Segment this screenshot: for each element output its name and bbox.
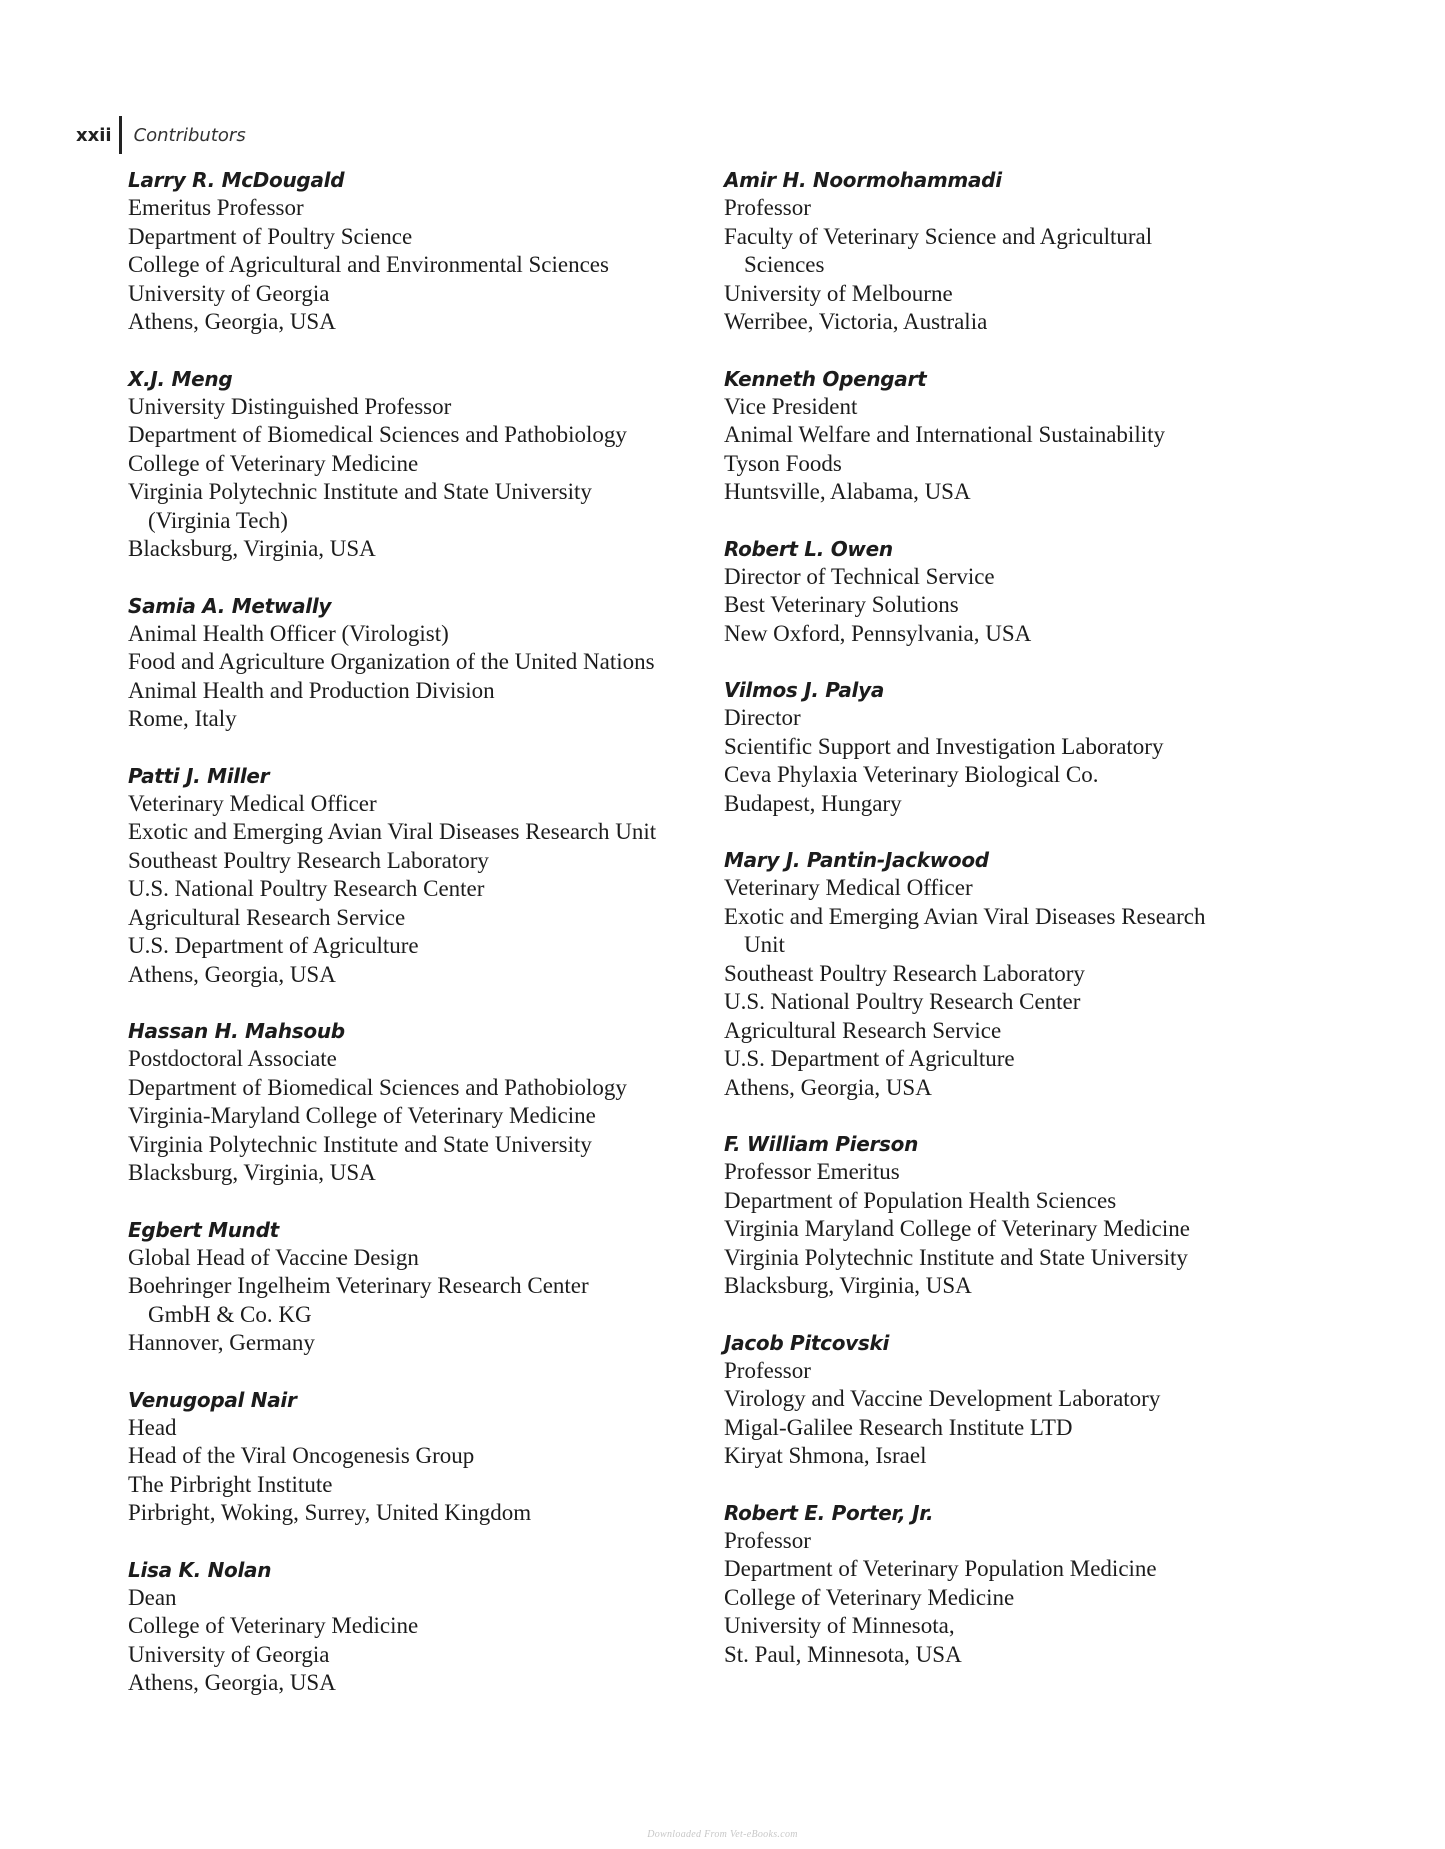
affiliation-line: GmbH & Co. KG xyxy=(148,1301,312,1327)
contributor-name: Hassan H. Mahsoub xyxy=(128,1019,345,1043)
contributor-name: Vilmos J. Palya xyxy=(724,678,885,702)
affiliation-line: Director xyxy=(724,705,801,730)
contributor-name: Egbert Mundt xyxy=(128,1217,279,1242)
running-title: Contributors xyxy=(133,124,246,146)
download-watermark: Downloaded From Vet-eBooks.com xyxy=(647,1829,798,1840)
contributor-name: Mary J. Pantin-Jackwood xyxy=(724,848,989,872)
affiliation-line: Emeritus Professor xyxy=(128,195,304,220)
contributor-name: Patti J. Miller xyxy=(128,763,270,788)
affiliation-line: Virginia Polytechnic Institute and State University xyxy=(128,1131,592,1157)
affiliation-line: Virginia Polytechnic Institute and State University xyxy=(724,1244,1188,1270)
affiliation-line: Pirbright, Woking, Surrey, United Kingdom xyxy=(128,1500,532,1525)
affiliation-line: St. Paul, Minnesota, USA xyxy=(724,1641,962,1667)
affiliation-line: College of Agricultural and Environmental Sciences xyxy=(128,252,609,277)
affiliation-line: Huntsville, Alabama, USA xyxy=(724,479,971,504)
affiliation-line: Ceva Phylaxia Veterinary Biological Co. xyxy=(724,762,1099,787)
affiliation-line: University Distinguished Professor xyxy=(128,393,452,419)
contributor-entry xyxy=(128,762,718,990)
affiliation-line: Veterinary Medical Officer xyxy=(724,875,973,900)
affiliation-line: Best Veterinary Solutions xyxy=(724,592,959,617)
affiliation-line: Department of Biomedical Sciences and Pathobiology xyxy=(128,1074,627,1100)
affiliation-line: Virology and Vaccine Development Laboratory xyxy=(724,1386,1161,1411)
contributor-name: Samia A. Metwally xyxy=(128,593,332,618)
affiliation-line: Head xyxy=(128,1414,177,1440)
affiliation-line: Professor xyxy=(724,195,811,220)
contributor-entry xyxy=(128,365,718,564)
affiliation-line: Global Head of Vaccine Design xyxy=(128,1244,419,1270)
contributor-entry xyxy=(724,676,1364,818)
affiliation-line: Athens, Georgia, USA xyxy=(724,1074,932,1100)
affiliation-line: Unit xyxy=(744,932,785,957)
affiliation-line: Boehringer Ingelheim Veterinary Research Center xyxy=(128,1273,589,1298)
affiliation-line: Budapest, Hungary xyxy=(724,790,902,816)
affiliation-line: Professor Emeritus xyxy=(724,1159,900,1184)
contributor-name: Venugopal Nair xyxy=(128,1387,297,1412)
affiliation-line: University of Georgia xyxy=(128,1641,330,1667)
affiliation-line: Food and Agriculture Organization of the United Nations xyxy=(128,649,655,674)
contributor-entry xyxy=(724,365,1364,507)
affiliation-line: Professor xyxy=(724,1527,811,1553)
contributor-entry xyxy=(128,1017,718,1188)
affiliation-line: The Pirbright Institute xyxy=(128,1471,333,1497)
affiliation-line: Exotic and Emerging Avian Viral Diseases Research Unit xyxy=(128,819,657,844)
affiliation-line: (Virginia Tech) xyxy=(148,507,288,533)
affiliation-line: Migal-Galilee Research Institute LTD xyxy=(724,1414,1073,1440)
affiliation-line: Southeast Poultry Research Laboratory xyxy=(128,847,489,873)
affiliation-line: Animal Health and Production Division xyxy=(128,677,495,703)
affiliation-line: Postdoctoral Associate xyxy=(128,1046,337,1071)
affiliation-line: Vice President xyxy=(724,393,858,419)
affiliation-line: Director of Technical Service xyxy=(724,563,995,589)
affiliation-line: Tyson Foods xyxy=(724,450,842,476)
contributor-entry xyxy=(724,166,1364,337)
affiliation-line: Blacksburg, Virginia, USA xyxy=(128,1160,376,1185)
contributor-entry xyxy=(128,166,718,337)
contributor-entry xyxy=(724,1329,1364,1471)
affiliation-line: Werribee, Victoria, Australia xyxy=(724,309,988,334)
affiliation-line: Department of Biomedical Sciences and Pathobiology xyxy=(128,422,627,447)
affiliation-line: Head of the Viral Oncogenesis Group xyxy=(128,1443,475,1468)
contributor-name: Robert L. Owen xyxy=(724,536,893,561)
contributor-name: F. William Pierson xyxy=(724,1132,919,1156)
affiliation-line: Professor xyxy=(724,1357,811,1383)
affiliation-line: Athens, Georgia, USA xyxy=(128,1670,336,1695)
affiliation-line: U.S. Department of Agriculture xyxy=(724,1046,1015,1071)
affiliation-line: Department of Poultry Science xyxy=(128,223,413,249)
affiliation-line: University of Minnesota, xyxy=(724,1613,955,1638)
contributor-entry xyxy=(128,1556,718,1698)
affiliation-line: Virginia Polytechnic Institute and State University xyxy=(128,479,592,504)
affiliation-line: Agricultural Research Service xyxy=(128,904,406,930)
contributor-entry xyxy=(128,1386,718,1528)
affiliation-line: Southeast Poultry Research Laboratory xyxy=(724,960,1085,986)
contributor-name: Jacob Pitcovski xyxy=(724,1330,890,1355)
affiliation-line: Faculty of Veterinary Science and Agricultural xyxy=(724,223,1153,249)
affiliation-line: Veterinary Medical Officer xyxy=(128,790,377,816)
affiliation-line: U.S. National Poultry Research Center xyxy=(128,876,485,901)
contributors-column-right xyxy=(724,166,1364,1697)
affiliation-line: Athens, Georgia, USA xyxy=(128,961,336,987)
contributor-name: Robert E. Porter, Jr. xyxy=(724,1500,934,1525)
affiliation-line: College of Veterinary Medicine xyxy=(128,450,419,476)
contributor-entry xyxy=(724,846,1364,1102)
contributor-name: Larry R. McDougald xyxy=(128,168,345,192)
affiliation-line: U.S. Department of Agriculture xyxy=(128,933,419,958)
affiliation-line: Virginia Maryland College of Veterinary Medicine xyxy=(724,1216,1190,1241)
affiliation-line: New Oxford, Pennsylvania, USA xyxy=(724,620,1032,646)
affiliation-line: Animal Health Officer (Virologist) xyxy=(128,620,449,646)
page-number: xxii xyxy=(76,124,112,146)
affiliation-line: Sciences xyxy=(744,252,825,277)
contributor-name: Amir H. Noormohammadi xyxy=(724,168,1002,192)
contributor-entry xyxy=(128,592,718,734)
affiliation-line: Kiryat Shmona, Israel xyxy=(724,1443,927,1468)
page-header xyxy=(76,115,246,155)
affiliation-line: Animal Welfare and International Sustainability xyxy=(724,422,1165,447)
affiliation-line: U.S. National Poultry Research Center xyxy=(724,989,1081,1014)
contributor-entry xyxy=(724,1499,1364,1670)
header-divider xyxy=(119,116,122,154)
contributor-name: X.J. Meng xyxy=(128,366,233,391)
affiliation-line: Scientific Support and Investigation Laboratory xyxy=(724,733,1164,759)
affiliation-line: University of Melbourne xyxy=(724,280,953,306)
contributors-column-left xyxy=(128,166,718,1726)
affiliation-line: University of Georgia xyxy=(128,280,330,306)
affiliation-line: College of Veterinary Medicine xyxy=(128,1613,419,1638)
affiliation-line: Hannover, Germany xyxy=(128,1330,315,1355)
contributor-name: Kenneth Opengart xyxy=(724,366,927,391)
contributor-entry xyxy=(128,1216,718,1358)
affiliation-line: Blacksburg, Virginia, USA xyxy=(724,1273,972,1298)
affiliation-line: Athens, Georgia, USA xyxy=(128,309,336,334)
affiliation-line: Agricultural Research Service xyxy=(724,1017,1002,1043)
contributor-entry xyxy=(724,535,1364,649)
affiliation-line: Exotic and Emerging Avian Viral Diseases Research xyxy=(724,903,1206,929)
contributor-entry xyxy=(724,1130,1364,1301)
affiliation-line: Department of Veterinary Population Medicine xyxy=(724,1556,1157,1581)
affiliation-line: Department of Population Health Sciences xyxy=(724,1187,1117,1213)
affiliation-line: Virginia-Maryland College of Veterinary Medicine xyxy=(128,1103,596,1128)
affiliation-line: Rome, Italy xyxy=(128,706,237,731)
affiliation-line: College of Veterinary Medicine xyxy=(724,1584,1015,1610)
affiliation-line: Blacksburg, Virginia, USA xyxy=(128,536,376,561)
contributor-name: Lisa K. Nolan xyxy=(128,1557,272,1582)
affiliation-line: Dean xyxy=(128,1584,177,1610)
